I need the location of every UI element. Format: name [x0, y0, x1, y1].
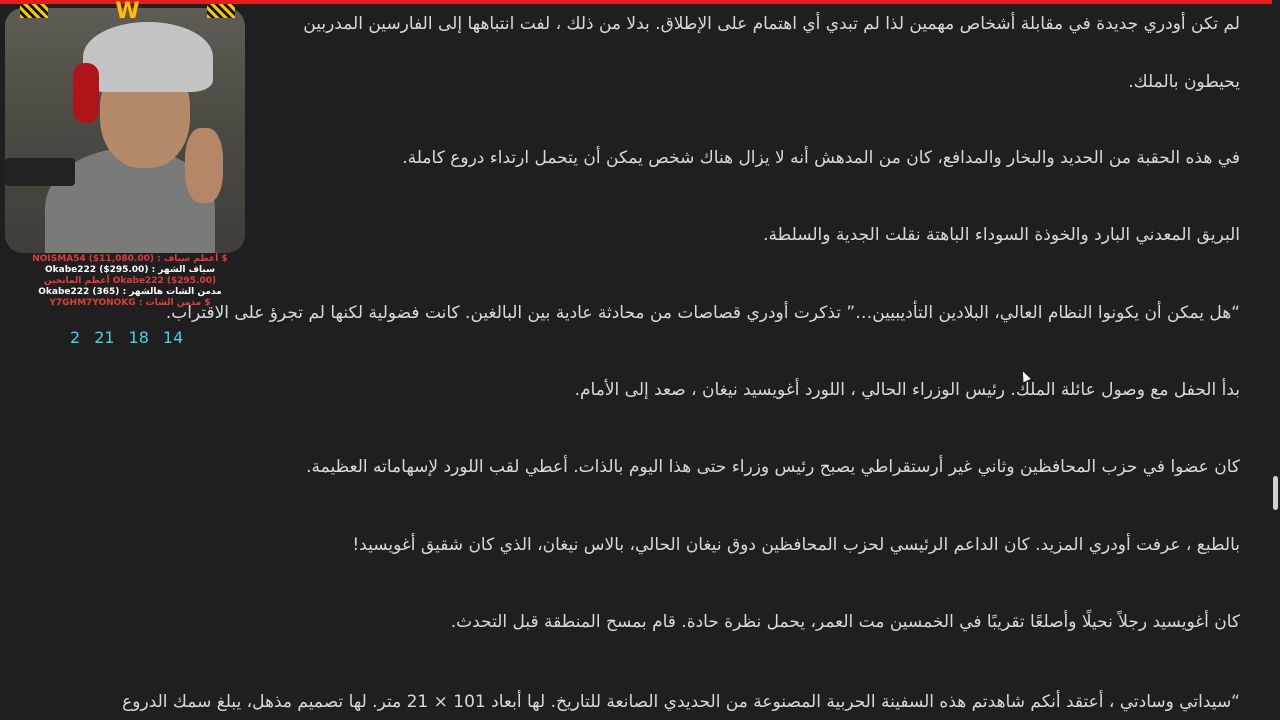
overlay-ornament — [20, 0, 235, 22]
overlay-label: سياف الشهر : Okabe222 ($295.00) — [45, 265, 215, 275]
scrollbar[interactable] — [1272, 0, 1280, 720]
overlay-label: $ أعظم سياف : NOISMA54 ($11,080.00) — [32, 254, 228, 264]
webcam-hand — [185, 128, 223, 203]
webcam-feed — [5, 8, 245, 253]
overlay-label: مدمن الشات هالشهر : Okabe222 (365) — [38, 287, 222, 297]
article-paragraph: لم تكن أودري جديدة في مقابلة أشخاص مهمين لذا لم تبدي أي اهتمام على الإطلاق. بدلا من ذلك ، لفت انتباهها إلى الفارسين المدربين — [303, 14, 1240, 34]
counter-value: 18 — [128, 328, 149, 347]
webcam-cap — [83, 22, 213, 92]
ornament-left-icon — [20, 4, 48, 18]
webcam-overlay — [0, 0, 250, 360]
microphone-icon — [5, 158, 75, 186]
overlay-label: Okabe222 ($295.00) أعظم المانحين — [43, 276, 217, 286]
overlay-label: $ مدمن الشات : Y7GHM7YONOKG — [49, 298, 211, 308]
article-paragraph: بدأ الحفل مع وصول عائلة الملك. رئيس الوزراء الحالي ، اللورد أغويسيد نيغان ، صعد إلى الأمام. — [574, 380, 1240, 400]
article-paragraph: كان عضوا في حزب المحافظين وثاني غير أرستقراطي يصبح رئيس وزراء حتى هذا اليوم بالذات. أعطي لقب اللورد لإسهاماته العظيمة. — [306, 457, 1240, 477]
counter-value: 14 — [162, 328, 184, 347]
ornament-logo: W — [115, 0, 140, 24]
article-paragraph: البريق المعدني البارد والخوذة السوداء الباهتة نقلت الجدية والسلطة. — [763, 225, 1240, 245]
headset-icon — [73, 63, 99, 123]
overlay-labels — [30, 254, 230, 309]
article-paragraph: يحيطون بالملك. — [1128, 72, 1240, 92]
article-paragraph: كان أغويسيد رجلاً نحيلًا وأصلعًا تقريبًا في الخمسين مت العمر، يحمل نظرة حادة. قام بمسح المنطقة قبل التحدث. — [450, 612, 1240, 632]
article-paragraph: “هل يمكن أن يكونوا النظام العالي، البلادين التأديبيين…” تذكرت أودري قصاصات من محادثة عادية بين البالغين. كانت فضولية لكنها لم تجرؤ على الاقتراب. — [165, 303, 1240, 323]
ornament-right-icon — [207, 4, 235, 18]
overlay-counters — [70, 328, 183, 347]
scrollbar-thumb[interactable] — [1273, 476, 1278, 510]
article-paragraph: “سيداتي وسادتي ، أعتقد أنكم شاهدتم هذه السفينة الحربية المصنوعة من الحديدي الصانعة للتاريخ. لها أبعاد 101 × 21 متر. لها تصميم مذهل، يبلغ سمك الدروع — [122, 692, 1240, 712]
article-paragraph: بالطبع ، عرفت أودري المزيد. كان الداعم الرئيسي لحزب المحافظين دوق نيغان الحالي، بالاس نيغان، الذي كان شقيق أغويسيد! — [352, 535, 1240, 555]
counter-value: 2 — [70, 328, 81, 347]
counter-value: 21 — [94, 328, 115, 347]
article-paragraph: في هذه الحقبة من الحديد والبخار والمدافع، كان من المدهش أنه لا يزال هناك شخص يمكن أن يتحمل ارتداء دروع كاملة. — [402, 148, 1240, 168]
